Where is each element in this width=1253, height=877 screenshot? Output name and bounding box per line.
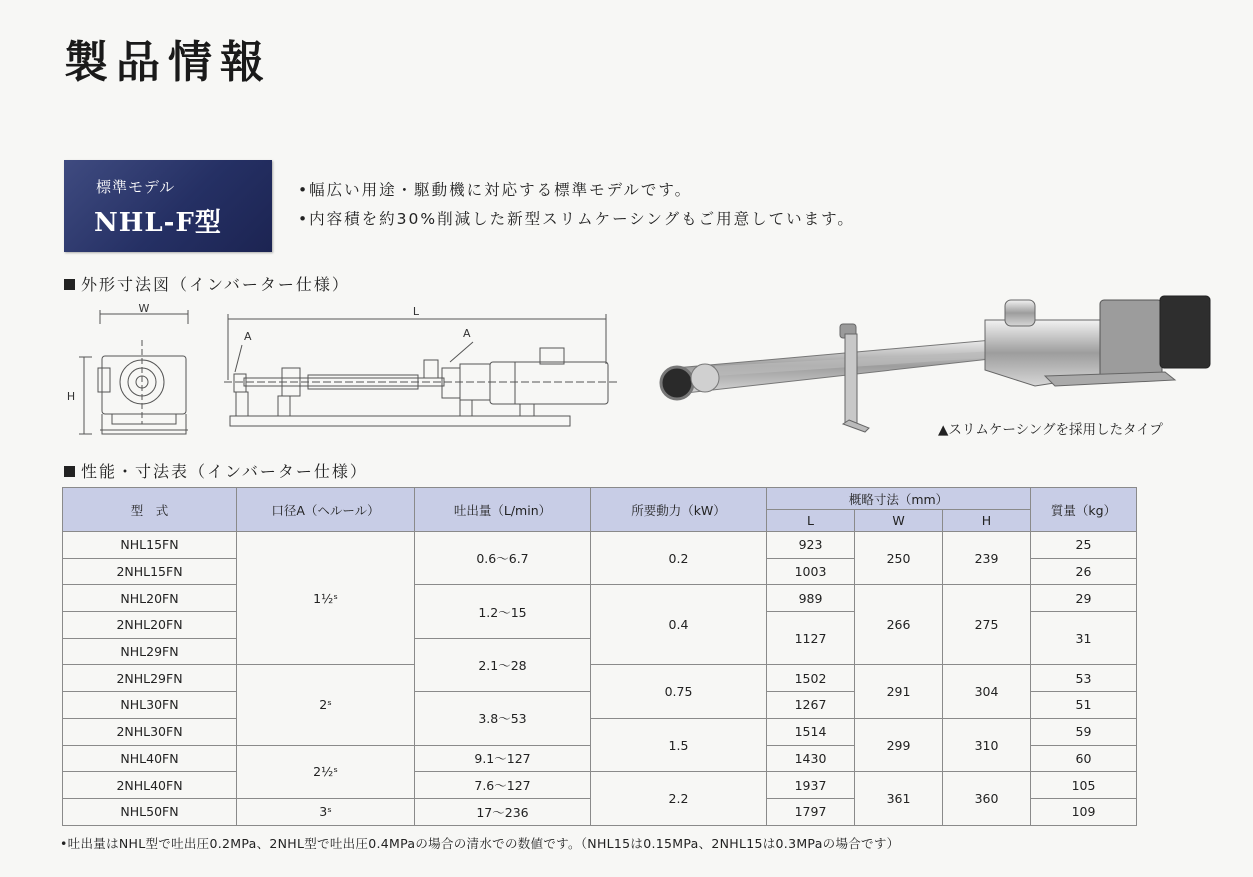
cell-flow: 3.8～53 <box>415 692 591 745</box>
cell-model: NHL50FN <box>63 798 237 825</box>
feature-item: •内容積を約30%削減した新型スリムケーシングもご用意しています。 <box>298 210 855 228</box>
cell-model: 2NHL15FN <box>63 558 237 585</box>
footnote: •吐出量はNHL型で吐出圧0.2MPa、2NHL型で吐出圧0.4MPaの場合の清水での数値です。（NHL15は0.15MPa、2NHL15は0.3MPaの場合です） <box>60 836 900 851</box>
table-row <box>63 532 1137 559</box>
cell-h: 239 <box>943 532 1031 585</box>
dim-label-w: W <box>138 302 150 315</box>
cell-w: 266 <box>855 585 943 665</box>
cell-w: 361 <box>855 772 943 825</box>
cell-model: 2NHL40FN <box>63 772 237 799</box>
cell-bore: 1½ˢ <box>237 532 415 665</box>
cell-mass: 53 <box>1031 665 1137 692</box>
header-w: W <box>855 510 943 532</box>
table-row <box>63 772 1137 799</box>
dim-label-h: H <box>66 390 76 403</box>
header-mass: 質量（kg） <box>1031 488 1137 532</box>
dim-label-a-right: A <box>463 327 471 340</box>
cell-w: 250 <box>855 532 943 585</box>
cell-l: 1003 <box>767 558 855 585</box>
square-bullet-icon <box>64 279 75 290</box>
cell-mass: 51 <box>1031 692 1137 719</box>
dim-label-l: L <box>412 305 420 318</box>
cell-power: 1.5 <box>591 718 767 771</box>
cell-l: 1797 <box>767 798 855 825</box>
table-row <box>63 585 1137 612</box>
cell-power: 0.75 <box>591 665 767 718</box>
cell-h: 310 <box>943 718 1031 771</box>
cell-flow: 1.2～15 <box>415 585 591 638</box>
header-flow: 吐出量（L/min） <box>415 488 591 532</box>
spec-table <box>62 487 1137 826</box>
cell-flow: 9.1～127 <box>415 745 591 772</box>
cell-bore: 3ˢ <box>237 798 415 825</box>
cell-model: NHL40FN <box>63 745 237 772</box>
section-heading-spec: 性能・寸法表（インバーター仕様） <box>64 459 368 482</box>
cell-h: 275 <box>943 585 1031 665</box>
cell-mass: 59 <box>1031 718 1137 745</box>
cell-w: 291 <box>855 665 943 718</box>
cell-l: 1430 <box>767 745 855 772</box>
header-l: L <box>767 510 855 532</box>
table-row <box>63 665 1137 692</box>
cell-mass: 26 <box>1031 558 1137 585</box>
header-h: H <box>943 510 1031 532</box>
feature-list <box>298 176 855 234</box>
cell-flow: 7.6～127 <box>415 772 591 799</box>
table-row <box>63 718 1137 745</box>
model-badge <box>64 160 272 252</box>
cell-h: 304 <box>943 665 1031 718</box>
cell-w: 299 <box>855 718 943 771</box>
dim-label-a-left: A <box>244 330 252 343</box>
cell-model: 2NHL20FN <box>63 612 237 639</box>
table-header-row <box>63 488 1137 510</box>
cell-l: 1937 <box>767 772 855 799</box>
cell-model: NHL20FN <box>63 585 237 612</box>
cell-mass: 29 <box>1031 585 1137 612</box>
cell-power: 0.2 <box>591 532 767 585</box>
cell-mass: 105 <box>1031 772 1137 799</box>
cell-mass: 60 <box>1031 745 1137 772</box>
cell-model: NHL29FN <box>63 638 237 665</box>
header-dims: 概略寸法（mm） <box>767 488 1031 510</box>
cell-power: 0.4 <box>591 585 767 665</box>
cell-bore: 2ˢ <box>237 665 415 745</box>
cell-mass: 31 <box>1031 612 1137 665</box>
header-bore: 口径A（ヘルール） <box>237 488 415 532</box>
end-view-drawing <box>62 300 197 440</box>
cell-mass: 25 <box>1031 532 1137 559</box>
cell-l: 1514 <box>767 718 855 745</box>
feature-item: •幅広い用途・駆動機に対応する標準モデルです。 <box>298 181 693 199</box>
section-heading-outline: 外形寸法図（インバーター仕様） <box>64 272 350 295</box>
cell-l: 923 <box>767 532 855 559</box>
header-model: 型 式 <box>63 488 237 532</box>
cell-h: 360 <box>943 772 1031 825</box>
cell-model: NHL15FN <box>63 532 237 559</box>
photo-caption: ▲スリムケーシングを採用したタイプ <box>938 422 1163 438</box>
model-subtitle: 標準モデル <box>96 178 176 196</box>
cell-l: 1267 <box>767 692 855 719</box>
header-power: 所要動力（kW） <box>591 488 767 532</box>
cell-flow: 17～236 <box>415 798 591 825</box>
cell-l: 1502 <box>767 665 855 692</box>
cell-model: NHL30FN <box>63 692 237 719</box>
square-bullet-icon <box>64 466 75 477</box>
cell-model: 2NHL29FN <box>63 665 237 692</box>
cell-l: 989 <box>767 585 855 612</box>
side-view-drawing <box>220 300 620 440</box>
cell-flow: 2.1～28 <box>415 638 591 691</box>
cell-model: 2NHL30FN <box>63 718 237 745</box>
cell-power: 2.2 <box>591 772 767 825</box>
cell-bore: 2½ˢ <box>237 745 415 798</box>
cell-mass: 109 <box>1031 798 1137 825</box>
page-title: 製品情報 <box>64 37 272 88</box>
cell-l: 1127 <box>767 612 855 665</box>
model-name: NHL-F型 <box>94 208 222 238</box>
cell-flow: 0.6～6.7 <box>415 532 591 585</box>
